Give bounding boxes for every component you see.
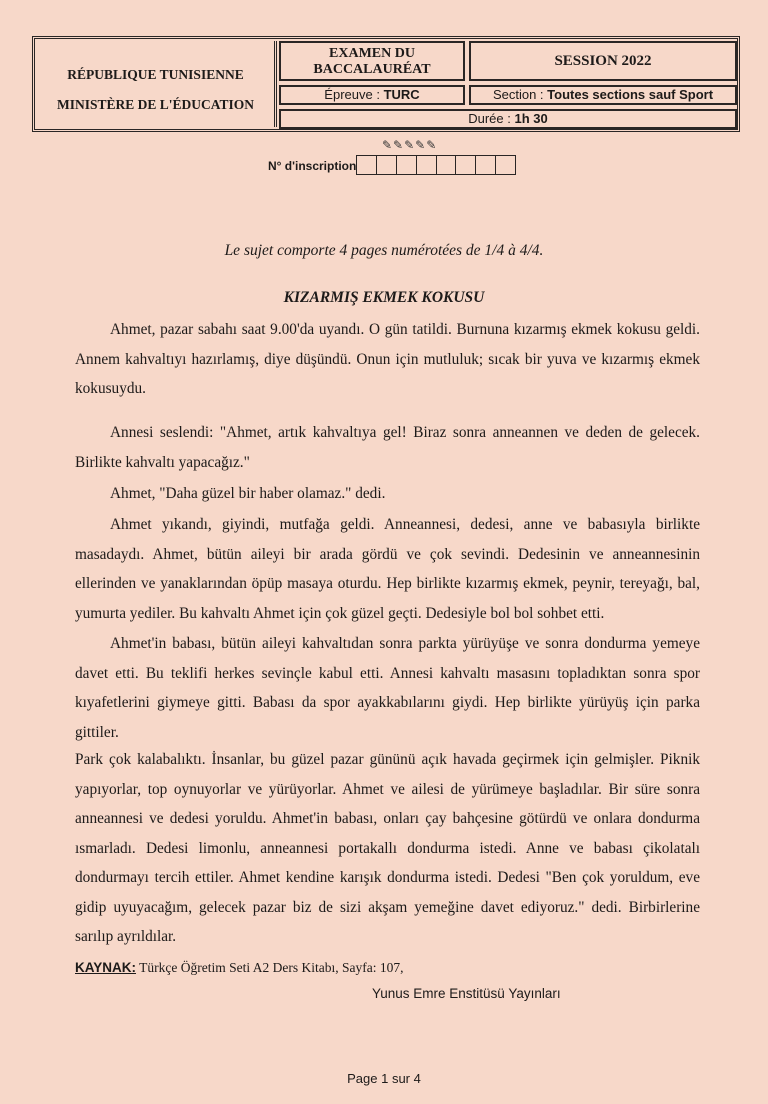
digit-box[interactable] <box>476 156 496 174</box>
duree-label: Durée : <box>468 111 511 126</box>
country-name: RÉPUBLIQUE TUNISIENNE <box>67 67 244 82</box>
source-line1: Türkçe Öğretim Seti A2 Ders Kitabı, Sayfa: 107, <box>139 960 404 975</box>
section-field <box>469 85 737 105</box>
paragraph: Park çok kalabalıktı. İnsanlar, bu güzel pazar gününü açık havada geçirmek için gelmişler. Piknik yapıyorlar, top oynuyorlar ve yürüyorlar. Ahmet ve ailesi de yürümeye başladılar. Bir süre sonra anneannesi ve dedesi yoruldu. Ahmet'in babası, onları çay bahçesine götürdü ve onlara dondurma ısmarladı. Dedesi limonlu, anneannesi portakallı dondurma istedi. Anne ve babası çikolatalı dondurmayı tercih ettiler. Ahmet kendine karışık dondurma istedi. Dedesi "Ben çok yoruldum, eve gidip uyuyacağım, gelecek pazar biz de sizi akşam yemeğine davet ediyoruz." dedi. Birbirlerine sarılıp ayrıldılar. <box>75 751 700 945</box>
source-label: KAYNAK: <box>75 960 137 975</box>
digit-box[interactable] <box>417 156 437 174</box>
pencil-icon: ✎✎✎✎✎ <box>382 138 438 152</box>
digit-box[interactable] <box>456 156 476 174</box>
pages-note: Le sujet comporte 4 pages numérotées de 1/4 à 4/4. <box>224 242 544 259</box>
paragraph: Annesi seslendi: "Ahmet, artık kahvaltıya gel! Biraz sonra anneannen ve deden de gelecek. Birlikte kahvaltı yapacağız." <box>75 424 700 471</box>
section-value: Toutes sections sauf Sport <box>547 87 714 102</box>
paragraph: Ahmet, "Daha güzel bir haber olamaz." dedi. <box>110 485 386 502</box>
digit-box[interactable] <box>496 156 515 174</box>
exam-title-line1: EXAMEN DU <box>329 46 415 61</box>
digit-box[interactable] <box>377 156 397 174</box>
session-label: SESSION 2022 <box>469 41 737 81</box>
inscription-label: N° d'inscription <box>268 159 357 173</box>
epreuve-value: TURC <box>383 87 420 102</box>
source-citation <box>75 960 403 976</box>
epreuve-field <box>279 85 465 105</box>
institution-block <box>37 41 277 127</box>
paragraph: Ahmet yıkandı, giyindi, mutfağa geldi. Anneannesi, dedesi, anne ve babasıyla birlikte masadaydı. Ahmet, bütün aileyi bir arada gördü ve çok sevindi. Dedesinin ve anneannesinin ellerinden ve yanaklarından öpüp masaya oturdu. Hep birlikte kızarmış ekmek, peynir, tereyağı, bal, yumurta yediler. Bu kahvaltı Ahmet için çok güzel geçti. Dedesiyle bol bol sohbet etti. <box>75 516 700 622</box>
exam-title-line2: BACCALAURÉAT <box>313 62 431 77</box>
digit-box[interactable] <box>357 156 377 174</box>
source-line2: Yunus Emre Enstitüsü Yayınları <box>372 986 561 1001</box>
text-title: KIZARMIŞ EKMEK KOKUSU <box>283 289 485 306</box>
ministry-name: MINISTÈRE DE L'ÉDUCATION <box>56 97 255 112</box>
duree-field <box>279 109 737 129</box>
section-label: Section : <box>492 87 544 102</box>
epreuve-label: Épreuve : <box>324 87 380 102</box>
inscription-number-boxes[interactable] <box>356 155 516 175</box>
digit-box[interactable] <box>437 156 457 174</box>
paragraph: Ahmet, pazar sabahı saat 9.00'da uyandı. O gün tatildi. Burnuna kızarmış ekmek kokusu geldi. Annem kahvaltıyı hazırlamış, diye düşündü. Onun için mutluluk; sıcak bir yuva ve kızarmış ekmek kokusuydu. <box>75 321 700 397</box>
digit-box[interactable] <box>397 156 417 174</box>
exam-title <box>279 41 465 81</box>
paragraph: Ahmet'in babası, bütün aileyi kahvaltıdan sonra parkta yürüyüşe ve sonra dondurma yemeye davet etti. Bu teklifi herkes sevinçle kabul etti. Annesi kahvaltı masasını topladıktan sonra spor kıyafetlerini giymeye gitti. Babası da spor ayakkabılarını giydi. Hep birlikte yürüyüş için parka gittiler. <box>75 635 700 741</box>
duree-value: 1h 30 <box>514 111 548 126</box>
page-number: Page 1 sur 4 <box>347 1071 421 1086</box>
exam-header <box>32 36 740 132</box>
